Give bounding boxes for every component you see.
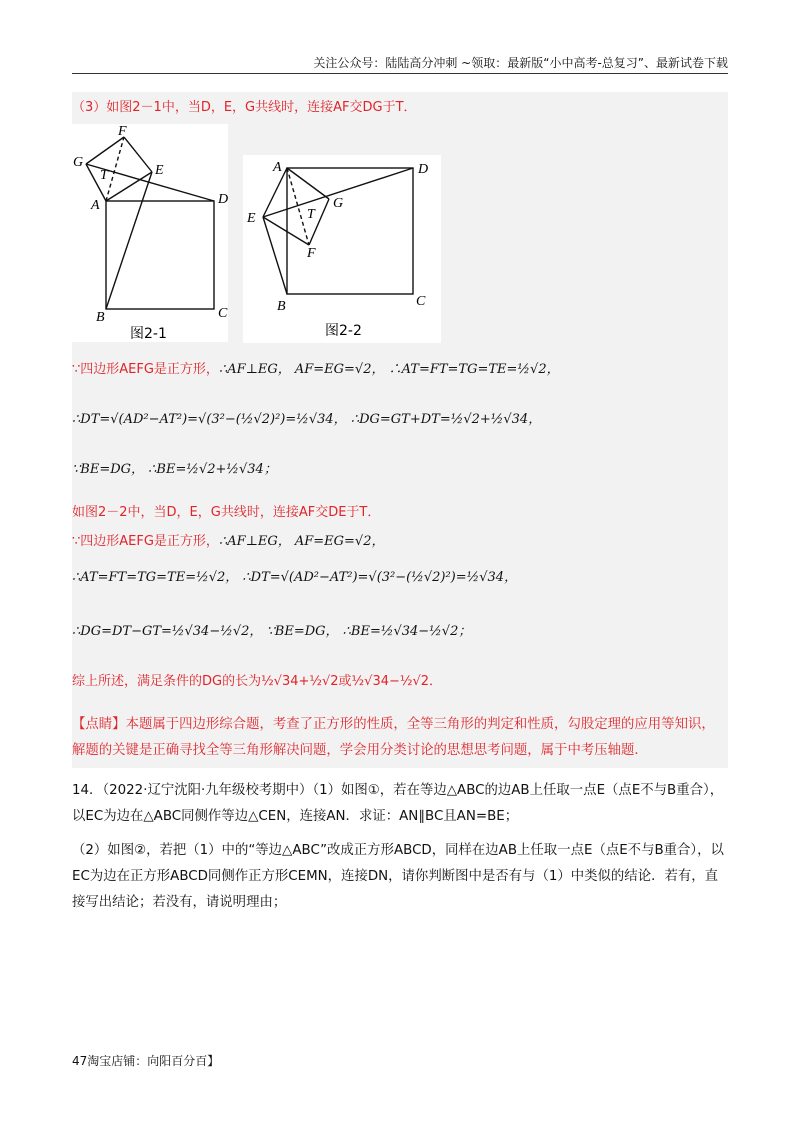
remark-tag: 【点睛】 bbox=[72, 717, 126, 732]
page-header: 关注公众号：陆陆高分冲刺 ~领取：最新版“小中高考-总复习”、最新试卷下载 bbox=[72, 55, 728, 74]
figure-2-2 bbox=[243, 155, 441, 343]
fig1-label-C: C bbox=[218, 306, 228, 321]
problem-14-part2: （2）如图②，若把（1）中的“等边△ABC”改成正方形ABCD，同样在边AB上任取一点E（点E不与B重合），以EC为边在正方形ABCD同侧作正方形CEMN，连接DN，请你判断图中是否有与（1）中类似的结论．若有，直接写出结论；若没有，请说明理由； bbox=[72, 843, 724, 910]
fig1-label-G: G bbox=[73, 155, 84, 170]
fig2-label-A: A bbox=[273, 160, 282, 175]
fig2-label-T: T bbox=[307, 207, 315, 222]
fig2-label-G: G bbox=[333, 196, 344, 211]
fig2-label-C: C bbox=[416, 294, 426, 309]
page-footer: 47淘宝店铺：向阳百分百】 bbox=[72, 1054, 220, 1068]
fig1-label-E: E bbox=[155, 163, 164, 178]
remark-text: 本题属于四边形综合题，考查了正方形的性质，全等三角形的判定和性质，勾股定理的应用等知识，解题的关键是正确寻找全等三角形解决问题，学会用分类讨论的思想思考问题，属于中考压轴题． bbox=[72, 717, 715, 758]
remark bbox=[72, 712, 728, 764]
fig2-caption: 图2-2 bbox=[325, 323, 362, 339]
fig2-label-E: E bbox=[247, 211, 256, 226]
figure-2-1 bbox=[72, 124, 228, 342]
fig1-label-F: F bbox=[118, 124, 127, 139]
fig2-label-D: D bbox=[418, 162, 429, 177]
part3-intro: （3）如图2－1中，当D，E，G共线时，连接AF交DG于T． bbox=[72, 100, 417, 115]
fig1-label-D: D bbox=[218, 192, 228, 207]
fig1-label-B: B bbox=[96, 310, 105, 325]
fig1-label-T: T bbox=[100, 168, 108, 183]
conclusion: 综上所述，满足条件的DG的长为½√34+½√2或½√34−½√2． bbox=[72, 674, 443, 689]
solution-line-4: ∵四边形AEFG是正方形，∴AF⊥EG， AF=EG=√2， bbox=[72, 534, 385, 549]
case2-intro: 如图2－2中，当D，E，G共线时，连接AF交DE于T． bbox=[72, 505, 381, 520]
fig1-caption: 图2-1 bbox=[130, 326, 167, 342]
fig2-label-B: B bbox=[277, 299, 286, 314]
solution-line-2: ∴DT=√(AD²−AT²)=√(3²−(½√2)²)=½√34， ∴DG=GT+DT=½√2+½√34， bbox=[72, 412, 542, 427]
solution-line-6: ∴DG=DT−GT=½√34−½√2， ∵BE=DG， ∴BE=½√34−½√2； bbox=[72, 624, 472, 639]
solution-line-1: ∵四边形AEFG是正方形，∴AF⊥EG， AF=EG=√2， ∴AT=FT=TG=TE=½√2， bbox=[72, 362, 560, 377]
problem-14-part1: 14．（2022·辽宁沈阳·九年级校考期中）（1）如图①，若在等边△ABC的边AB上任取一点E（点E不与B重合），以EC为边在△ABC同侧作等边△CEN，连接AN．求证：AN∥BC且AN=BE； bbox=[72, 783, 724, 824]
fig2-label-F: F bbox=[307, 246, 316, 261]
solution-line-5: ∴AT=FT=TG=TE=½√2， ∴DT=√(AD²−AT²)=√(3²−(½√2)²)=½√34， bbox=[72, 570, 518, 585]
solution-line-3: ∵BE=DG， ∴BE=½√2+½√34； bbox=[72, 462, 277, 477]
fig1-label-A: A bbox=[91, 198, 100, 213]
